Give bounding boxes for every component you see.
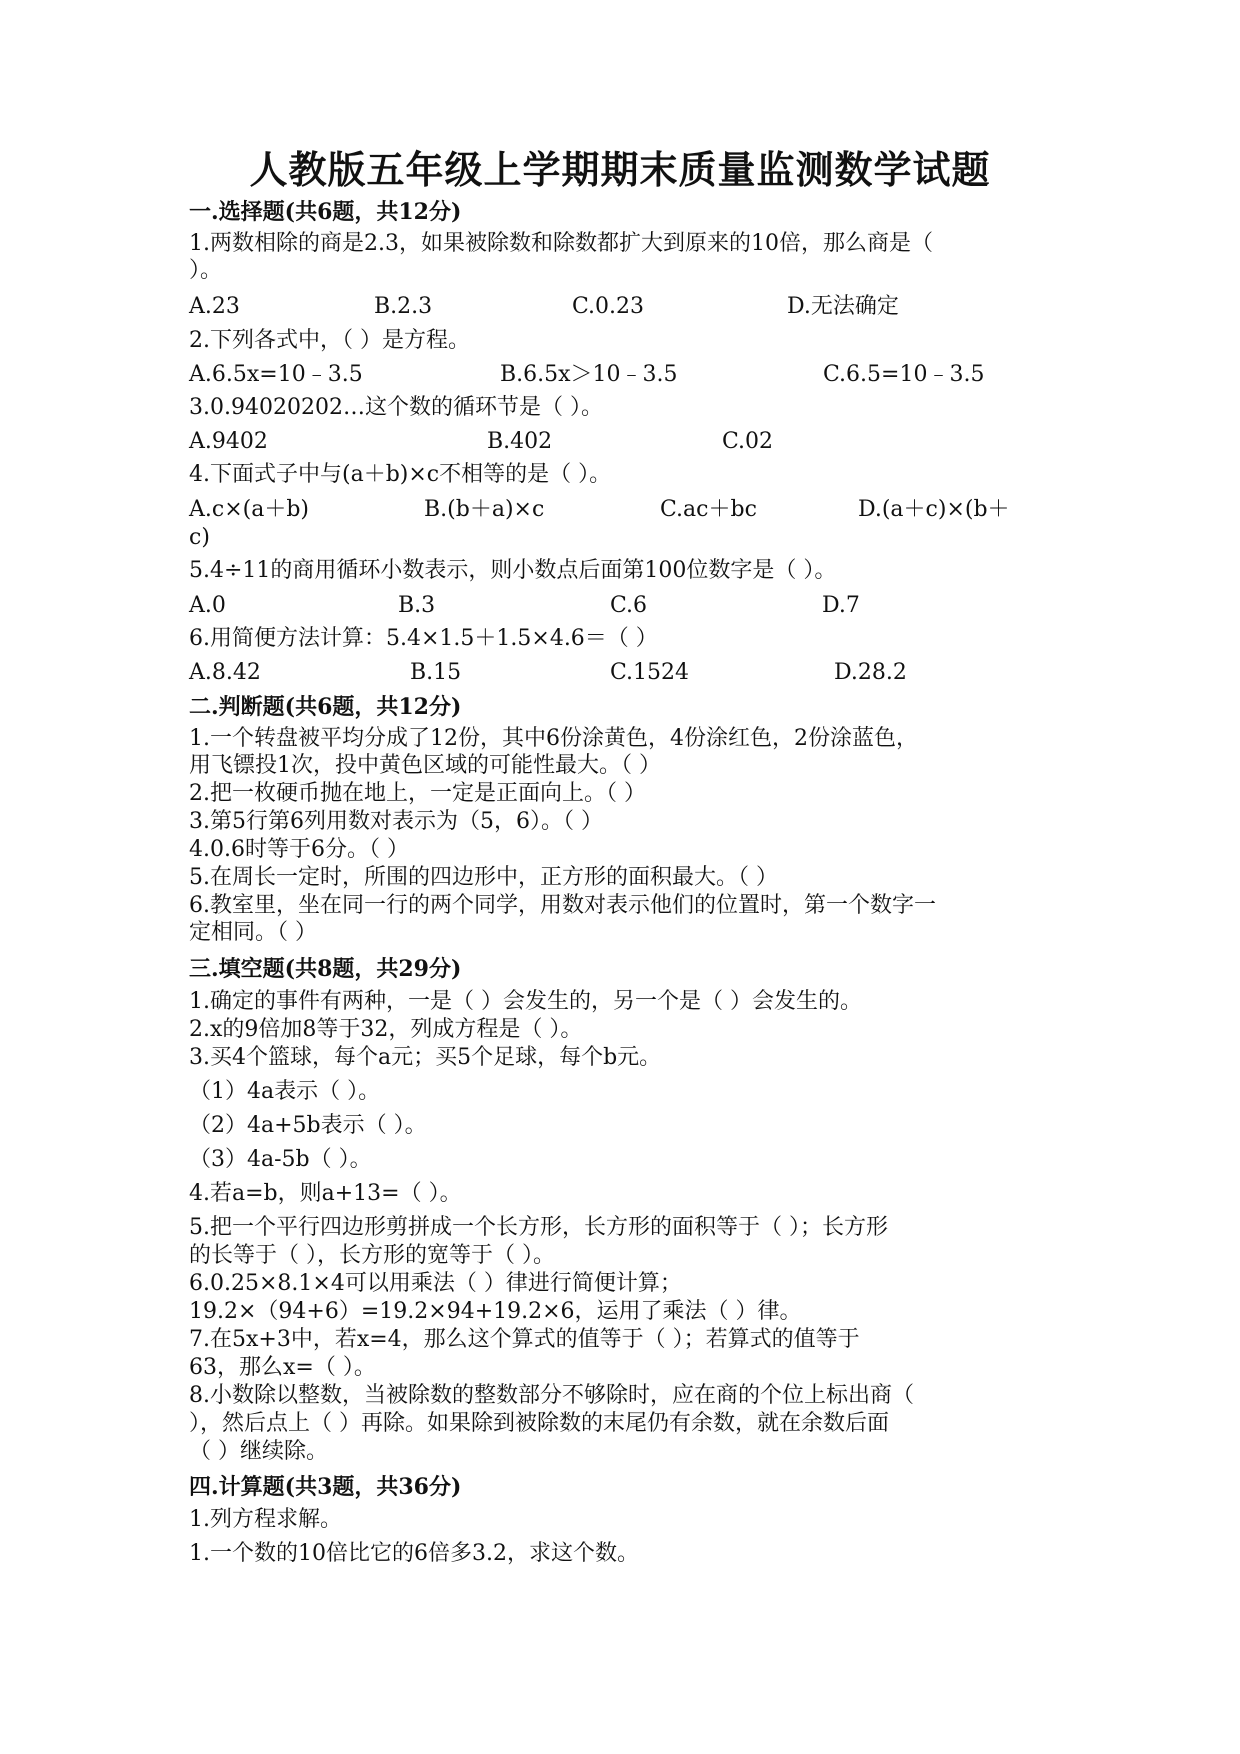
question-text: 5.4÷11的商用循环小数表示，则小数点后面第100位数字是（ ）。: [189, 558, 837, 583]
question-text: 4.下面式子中与(a＋b)×c不相等的是（ ）。: [189, 462, 612, 487]
section-heading-choice: 一.选择题(共6题，共12分): [189, 199, 462, 225]
question-text: 6.0.25×8.1×4可以用乘法（ ）律进行简便计算；: [189, 1271, 682, 1296]
question-text: 1.列方程求解。: [189, 1507, 342, 1532]
section-heading-fill-blank: 三.填空题(共8题，共29分): [189, 956, 462, 982]
option-d: D.无法确定: [787, 294, 899, 319]
option-d: D.(a＋c)×(b＋: [858, 497, 1010, 522]
option-c: C.6: [610, 593, 648, 618]
question-text: 5.把一个平行四边形剪拼成一个长方形，长方形的面积等于（ ）；长方形: [189, 1215, 888, 1240]
question-text: ），然后点上（ ）再除。如果除到被除数的末尾仍有余数，就在余数后面: [189, 1411, 889, 1436]
question-text: 5.在周长一定时，所围的四边形中，正方形的面积最大。（ ）: [189, 865, 778, 890]
option-c: C.6.5=10﹣3.5: [823, 362, 985, 387]
question-text: ）。: [189, 258, 223, 283]
question-text: 4.0.6时等于6分。（ ）: [189, 837, 409, 862]
question-text: （2）4a+5b表示（ ）。: [189, 1113, 427, 1138]
question-text: 1.一个数的10倍比它的6倍多3.2，求这个数。: [189, 1541, 639, 1566]
question-text: （1）4a表示（ ）。: [189, 1079, 381, 1104]
question-text: 19.2×（94+6）=19.2×94+19.2×6，运用了乘法（ ）律。: [189, 1299, 802, 1324]
question-text: 6.教室里，坐在同一行的两个同学，用数对表示他们的位置时，第一个数字一: [189, 893, 936, 918]
option-d: D.7: [822, 593, 860, 618]
section-heading-judgement: 二.判断题(共6题，共12分): [189, 694, 462, 720]
question-text: 3.买4个篮球，每个a元；买5个足球，每个b元。: [189, 1045, 662, 1070]
option-c: C.0.23: [572, 294, 645, 319]
section-heading-calculation: 四.计算题(共3题，共36分): [189, 1474, 462, 1500]
question-text: 2.x的9倍加8等于32，列成方程是（ ）。: [189, 1017, 583, 1042]
question-text: 的长等于（ ），长方形的宽等于（ ）。: [189, 1243, 555, 1268]
option-a: A.6.5x=10﹣3.5: [189, 362, 363, 387]
option-c: C.1524: [610, 660, 690, 685]
page-title: 人教版五年级上学期期末质量监测数学试题: [249, 147, 991, 192]
question-text: 8.小数除以整数，当被除数的整数部分不够除时，应在商的个位上标出商（: [189, 1383, 914, 1408]
question-text: 63，那么x=（ ）。: [189, 1355, 376, 1380]
question-text: 2.下列各式中，（ ）是方程。: [189, 328, 470, 353]
question-text: 1.两数相除的商是2.3，如果被除数和除数都扩大到原来的10倍，那么商是（: [189, 231, 933, 256]
option-b: B.15: [410, 660, 462, 685]
question-text: 2.把一枚硬币抛在地上，一定是正面向上。（ ）: [189, 781, 646, 806]
option-a: A.8.42: [189, 660, 261, 685]
option-a: A.9402: [189, 429, 268, 454]
option-c: C.02: [722, 429, 774, 454]
question-text: 6.用简便方法计算：5.4×1.5＋1.5×4.6＝（ ）: [189, 626, 658, 651]
question-text: 用飞镖投1次，投中黄色区域的可能性最大。（ ）: [189, 753, 661, 778]
question-text: 1.一个转盘被平均分成了12份，其中6份涂黄色，4份涂红色，2份涂蓝色，: [189, 726, 918, 751]
option-a: A.23: [189, 294, 240, 319]
question-text: （3）4a-5b（ ）。: [189, 1147, 372, 1172]
option-b: B.402: [487, 429, 553, 454]
option-b: B.3: [398, 593, 436, 618]
option-continuation: c): [189, 525, 210, 550]
option-b: B.(b＋a)×c: [424, 497, 545, 522]
question-text: 定相同。（ ）: [189, 920, 317, 945]
question-text: 3.0.94020202…这个数的循环节是（ ）。: [189, 395, 603, 420]
question-text: （ ）继续除。: [189, 1439, 328, 1464]
question-text: 1.确定的事件有两种，一是（ ）会发生的，另一个是（ ）会发生的。: [189, 989, 862, 1014]
option-b: B.6.5x＞10﹣3.5: [500, 362, 678, 387]
question-text: 3.第5行第6列用数对表示为（5，6）。（ ）: [189, 809, 603, 834]
option-d: D.28.2: [834, 660, 907, 685]
option-a: A.0: [189, 593, 226, 618]
option-a: A.c×(a＋b): [189, 497, 310, 522]
question-text: 7.在5x+3中，若x=4，那么这个算式的值等于（ ）；若算式的值等于: [189, 1327, 860, 1352]
option-c: C.ac＋bc: [660, 497, 757, 522]
question-text: 4.若a=b，则a+13=（ ）。: [189, 1181, 462, 1206]
option-b: B.2.3: [374, 294, 433, 319]
